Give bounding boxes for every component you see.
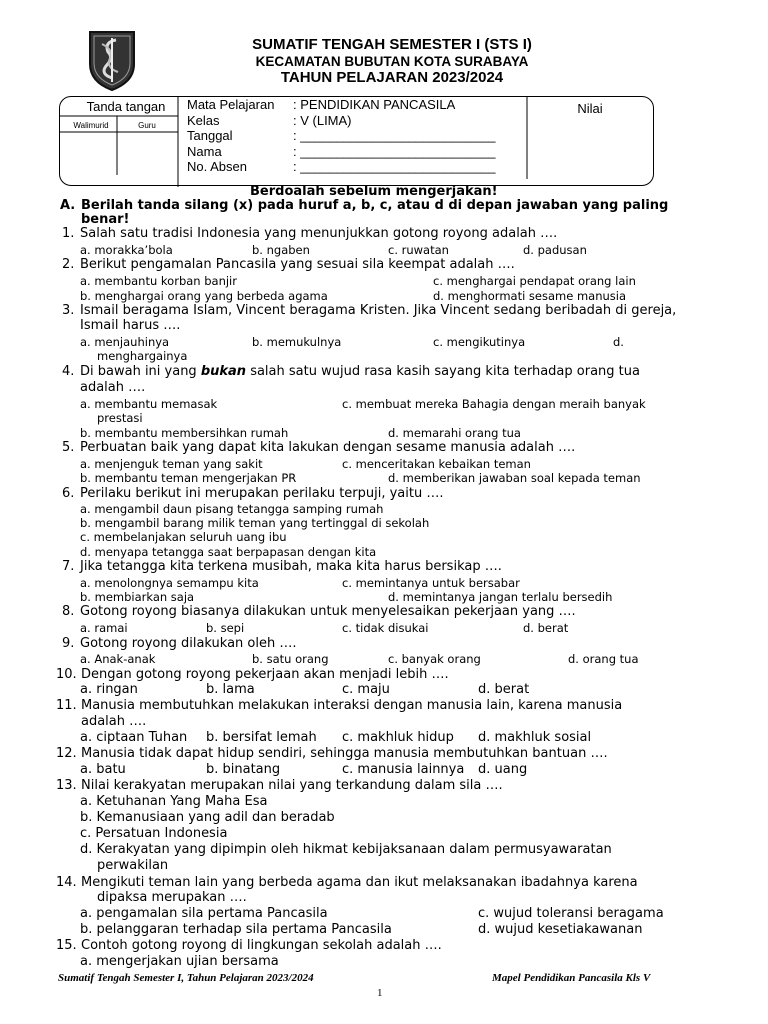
- field-label-date: Tanggal: [187, 128, 233, 143]
- option-a[interactable]: a. membantu korban banjir: [80, 274, 237, 288]
- option-a[interactable]: a. ciptaan Tuhan: [80, 730, 188, 745]
- option-c[interactable]: c. mengikutinya: [433, 335, 526, 349]
- option-b[interactable]: b. memukulnya: [252, 335, 342, 349]
- option-c[interactable]: c. memintanya untuk bersabar: [342, 576, 520, 590]
- option-a-continued: prestasi: [97, 411, 143, 425]
- option-a[interactable]: a. batu: [80, 762, 126, 777]
- page-number: 1: [377, 987, 383, 999]
- question-number: 5.: [62, 440, 75, 455]
- option-c[interactable]: c. membelanjakan seluruh uang ibu: [80, 530, 287, 544]
- option-c[interactable]: c. maju: [342, 682, 390, 697]
- question-text: Gotong royong biasanya dilakukan untuk menyelesaikan pekerjaan yang ….: [80, 604, 576, 619]
- option-b[interactable]: b. membantu membersihkan rumah: [80, 426, 289, 440]
- option-a[interactable]: a. ramai: [80, 621, 128, 635]
- option-a[interactable]: a. mengerjakan ujian bersama: [80, 954, 279, 969]
- question-number: 12.: [56, 746, 77, 761]
- option-a[interactable]: a. ringan: [80, 682, 138, 697]
- option-b[interactable]: b. membiarkan saja: [80, 590, 195, 604]
- option-d[interactable]: d. Kerakyatan yang dipimpin oleh hikmat kebijaksanaan dalam permusyawaratan: [80, 842, 612, 857]
- nilai-label: Nilai: [577, 101, 603, 116]
- option-d-continued: menghargainya: [97, 349, 188, 363]
- option-d[interactable]: d. makhluk sosial: [478, 730, 592, 745]
- option-d[interactable]: d. orang tua: [568, 652, 639, 666]
- question-number: 15.: [56, 938, 77, 953]
- question-number: 13.: [56, 778, 77, 793]
- option-a[interactable]: a. morakka’bola: [80, 243, 173, 257]
- instruction-line-1: Berilah tanda silang (x) pada huruf a, b, c, atau d di depan jawaban yang paling: [81, 198, 669, 213]
- instruction-line-2: benar!: [81, 212, 130, 227]
- question-number: 3.: [62, 303, 75, 318]
- question-number: 8.: [62, 604, 75, 619]
- option-d[interactable]: d. menyapa tetangga saat berpapasan dengan kita: [80, 545, 377, 559]
- option-b[interactable]: b. lama: [206, 682, 255, 697]
- question-text-line-1: Ismail beragama Islam, Vincent beragama Kristen. Jika Vincent sedang beribadah di gereja,: [80, 303, 677, 318]
- question-text-line-1: Manusia membutuhkan melakukan interaksi dengan manusia lain, karena manusia: [81, 698, 623, 713]
- section-letter: A.: [60, 198, 76, 213]
- question-emphasis: bukan: [200, 364, 247, 379]
- option-c[interactable]: c. menghargai pendapat orang lain: [433, 274, 636, 288]
- question-number: 14.: [56, 875, 77, 890]
- question-text: Manusia tidak dapat hidup sendiri, sehingga manusia membutuhkan bantuan ….: [81, 746, 608, 761]
- walimurid-label: Walimurid: [73, 121, 109, 130]
- option-d[interactable]: d. berat: [478, 682, 530, 697]
- question-number: 9.: [62, 636, 75, 651]
- question-text: Perilaku berikut ini merupakan perilaku terpuji, yaitu ….: [80, 486, 444, 501]
- question-text-line-1: Mengikuti teman lain yang berbeda agama dan ikut melaksanakan ibadahnya karena: [81, 875, 638, 890]
- option-b[interactable]: b. sepi: [206, 621, 245, 635]
- option-c[interactable]: c. banyak orang: [388, 652, 481, 666]
- question-text: Gotong royong dilakukan oleh ….: [80, 636, 297, 651]
- question-text-line-2: adalah ….: [81, 714, 147, 729]
- question-number: 6.: [62, 486, 75, 501]
- field-label-absen: No. Absen: [187, 159, 247, 174]
- option-d-continued: perwakilan: [97, 858, 169, 873]
- option-b[interactable]: b. menghargai orang yang berbeda agama: [80, 289, 328, 303]
- option-c[interactable]: c. menceritakan kebaikan teman: [342, 457, 531, 471]
- option-a[interactable]: a. mengambil daun pisang tetangga samping rumah: [80, 502, 384, 516]
- question-number: 11.: [56, 698, 77, 713]
- question-text: Contoh gotong royong di lingkungan sekolah adalah ….: [81, 938, 442, 953]
- option-c[interactable]: c. Persatuan Indonesia: [80, 826, 228, 841]
- field-value-absen[interactable]: : ___________________________: [293, 159, 496, 174]
- option-a[interactable]: a. menjenguk teman yang sakit: [80, 457, 263, 471]
- option-d[interactable]: d. memberikan jawaban soal kepada teman: [388, 471, 641, 485]
- question-number: 10.: [56, 667, 77, 682]
- option-d[interactable]: d. memarahi orang tua: [388, 426, 521, 440]
- title-line-2: KECAMATAN BUBUTAN KOTA SURABAYA: [255, 54, 529, 69]
- question-number: 4.: [62, 364, 75, 379]
- option-d[interactable]: d. menghormati sesame manusia: [433, 289, 627, 303]
- field-value-class: : V (LIMA): [293, 113, 352, 128]
- question-text: Perbuatan baik yang dapat kita lakukan dengan sesame manusia adalah ….: [80, 440, 576, 455]
- option-c[interactable]: c. membuat mereka Bahagia dengan meraih banyak: [342, 397, 646, 411]
- question-number: 1.: [62, 226, 75, 241]
- signature-title: Tanda tangan: [86, 99, 166, 114]
- field-label-subject: Mata Pelajaran: [187, 97, 275, 112]
- option-d[interactable]: d. memintanya jangan terlalu bersedih: [388, 590, 613, 604]
- option-a[interactable]: a. Ketuhanan Yang Maha Esa: [80, 794, 268, 809]
- option-b[interactable]: b. mengambil barang milik teman yang tertinggal di sekolah: [80, 516, 430, 530]
- question-number: 7.: [62, 559, 75, 574]
- prayer-text: Berdoalah sebelum mengerjakan!: [250, 184, 498, 199]
- question-text: [80, 364, 640, 379]
- option-a[interactable]: a. menolongnya semampu kita: [80, 576, 259, 590]
- option-c[interactable]: c. wujud toleransi beragama: [478, 906, 664, 921]
- field-value-date[interactable]: : ___________________________: [293, 128, 496, 143]
- field-value-subject: : PENDIDIKAN PANCASILA: [293, 97, 456, 112]
- option-a[interactable]: a. Anak-anak: [80, 652, 156, 666]
- option-d[interactable]: d.: [613, 335, 624, 349]
- option-a[interactable]: a. pengamalan sila pertama Pancasila: [80, 906, 328, 921]
- option-c[interactable]: c. tidak disukai: [342, 621, 429, 635]
- option-c[interactable]: c. ruwatan: [388, 243, 449, 257]
- title-line-3: TAHUN PELAJARAN 2023/2024: [280, 69, 504, 86]
- title-line-1: SUMATIF TENGAH SEMESTER I (STS I): [252, 36, 532, 53]
- option-d[interactable]: d. padusan: [523, 243, 587, 257]
- option-a[interactable]: a. menjauhinya: [80, 335, 170, 349]
- question-text-post: salah satu wujud rasa kasih sayang kita terhadap orang tua: [246, 364, 640, 379]
- question-text-pre: Di bawah ini yang: [80, 364, 201, 379]
- field-label-name: Nama: [187, 144, 222, 159]
- field-value-name[interactable]: : ___________________________: [293, 144, 496, 159]
- footer-left: Sumatif Tengah Semester I, Tahun Pelajaran 2023/2024: [58, 972, 314, 984]
- option-d[interactable]: d. wujud kesetiakawanan: [478, 922, 643, 937]
- option-c[interactable]: c. manusia lainnya: [342, 762, 465, 777]
- option-a[interactable]: a. membantu memasak: [80, 397, 218, 411]
- question-text-line-2: dipaksa merupakan ….: [97, 890, 247, 905]
- question-text: Nilai kerakyatan merupakan nilai yang terkandung dalam sila ….: [81, 778, 503, 793]
- field-label-class: Kelas: [187, 113, 220, 128]
- guru-label: Guru: [138, 121, 156, 130]
- option-c[interactable]: c. makhluk hidup: [342, 730, 454, 745]
- question-text: Salah satu tradisi Indonesia yang menunjukkan gotong royong adalah ….: [80, 226, 558, 241]
- option-b[interactable]: b. satu orang: [252, 652, 329, 666]
- option-b[interactable]: b. bersifat lemah: [206, 730, 317, 745]
- question-text: Berikut pengamalan Pancasila yang sesuai sila keempat adalah ….: [80, 257, 515, 272]
- option-d[interactable]: d. uang: [478, 762, 528, 777]
- option-b[interactable]: b. pelanggaran terhadap sila pertama Pancasila: [80, 922, 392, 937]
- question-text-line-2: Ismail harus ….: [80, 318, 181, 333]
- option-b[interactable]: b. membantu teman mengerjakan PR: [80, 471, 297, 485]
- footer-right: Mapel Pendidikan Pancasila Kls V: [492, 972, 651, 984]
- option-b[interactable]: b. Kemanusiaan yang adil dan beradab: [80, 810, 335, 825]
- question-text-line-2: adalah ….: [80, 380, 146, 395]
- option-b[interactable]: b. binatang: [206, 762, 281, 777]
- option-b[interactable]: b. ngaben: [252, 243, 310, 257]
- question-number: 2.: [62, 257, 75, 272]
- option-d[interactable]: d. berat: [523, 621, 569, 635]
- question-text: Dengan gotong royong pekerjaan akan menjadi lebih ….: [81, 667, 449, 682]
- question-text: Jika tetangga kita terkena musibah, maka kita harus bersikap ….: [80, 559, 502, 574]
